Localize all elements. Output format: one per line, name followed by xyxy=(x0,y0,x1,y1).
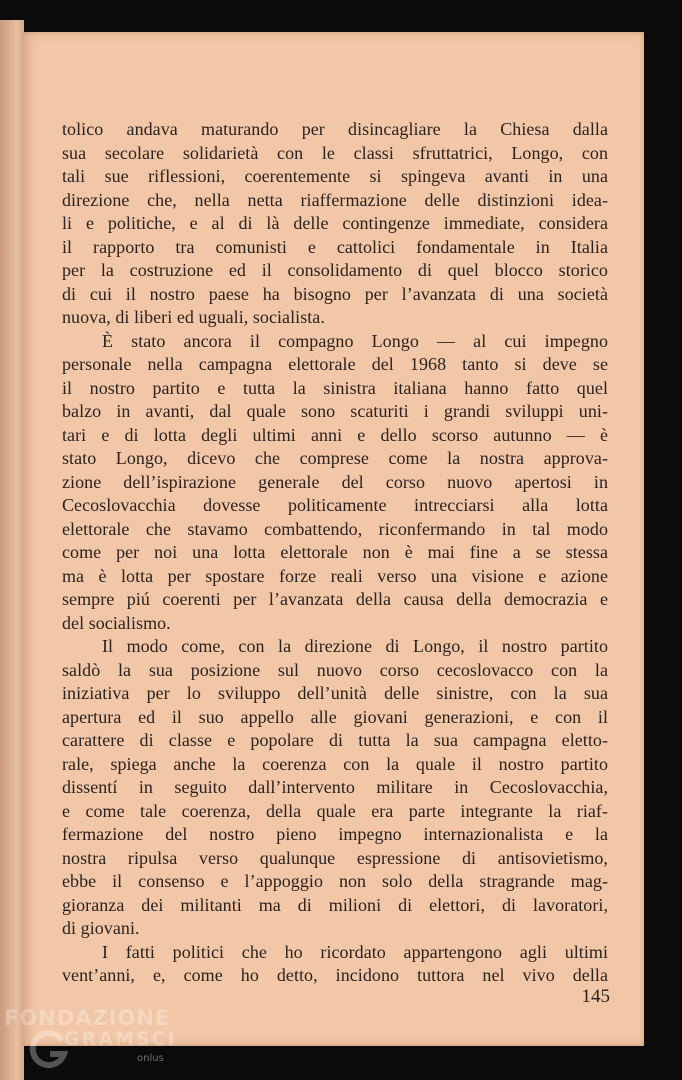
page-body-text xyxy=(62,118,608,988)
text-line: come per noi una lotta elettorale non è mai fine a se stessa xyxy=(62,542,608,562)
text-line: fermazione del nostro pieno impegno internazionalista e la xyxy=(62,824,608,844)
text-line: tolico andava maturando per disincagliare la Chiesa dalla xyxy=(62,119,608,139)
text-line: direzione che, nella netta riaffermazione delle distinzioni idea- xyxy=(62,189,608,210)
page-number: 145 xyxy=(581,986,610,1007)
text-line: per la costruzione ed il consolidamento di quel blocco storico xyxy=(62,260,608,280)
text-line: tari e di lotta degli ultimi anni e dello scorso autunno — è xyxy=(62,424,608,445)
text-line: ma è lotta per spostare forze reali verso una visione e azione xyxy=(62,565,608,586)
text-line: di cui il nostro paese ha bisogno per l’avanzata di una società xyxy=(62,283,608,304)
facing-page-edge xyxy=(0,20,24,1080)
text-line: stato Longo, dicevo che comprese come la nostra approva- xyxy=(62,448,608,468)
text-line: carattere di classe e popolare di tutta la sua campagna eletto- xyxy=(62,730,608,750)
text-line: e come tale coerenza, della quale era parte integrante la riaf- xyxy=(62,800,608,821)
text-line: di giovani. xyxy=(62,918,140,938)
text-line: nostra ripulsa verso qualunque espressione di antisovietismo, xyxy=(62,847,608,868)
text-line: personale nella campagna elettorale del 1968 tanto si deve se xyxy=(62,354,608,374)
text-line: Cecoslovacchia dovesse politicamente intrecciarsi alla lotta xyxy=(62,495,608,515)
text-line: I fatti politici che ho ricordato appartengono agli ultimi xyxy=(102,941,608,962)
text-line: del socialismo. xyxy=(62,612,171,633)
watermark-line-2: GRAMSCI xyxy=(64,1028,177,1050)
watermark-line-1: FONDAZIONE xyxy=(4,1006,171,1030)
text-line: zione dell’ispirazione generale del corso nuovo apertosi in xyxy=(62,471,608,492)
text-line: saldò la sua posizione sul nuovo corso cecoslovacco con la xyxy=(62,659,608,680)
text-line: il nostro partito e tutta la sinistra italiana hanno fatto quel xyxy=(62,377,608,398)
text-line: il rapporto tra comunisti e cattolici fondamentale in Italia xyxy=(62,236,608,257)
text-line: gioranza dei militanti ma di milioni di elettori, di lavoratori, xyxy=(62,894,608,915)
text-line: vent’anni, e, come ho detto, incidono tuttora nel vivo della xyxy=(62,965,608,985)
text-line: balzo in avanti, dal quale sono scaturiti i grandi sviluppi uni- xyxy=(62,401,608,421)
text-line: rale, spiega anche la coerenza con la quale il nostro partito xyxy=(62,753,608,774)
text-line: li e politiche, e al di là delle contingenze immediate, considera xyxy=(62,213,608,233)
text-line: nuova, di liberi ed uguali, socialista. xyxy=(62,307,325,327)
text-line: tali sue riflessioni, coerentemente si spingeva avanti in una xyxy=(62,166,608,186)
text-line: iniziativa per lo sviluppo dell’unità delle sinistre, con la sua xyxy=(62,683,608,703)
text-line: È stato ancora il compagno Longo — al cui impegno xyxy=(102,330,608,351)
text-line: sempre piú coerenti per l’avanzata della causa della democrazia e xyxy=(62,589,608,609)
text-line: sua secolare solidarietà con le classi sfruttatrici, Longo, con xyxy=(62,142,608,163)
text-line: dissentí in seguito dall’intervento militare in Cecoslovacchia, xyxy=(62,777,608,797)
text-line: apertura ed il suo appello alle giovani generazioni, e con il xyxy=(62,706,608,727)
book-page xyxy=(22,32,644,1046)
text-line: ebbe il consenso e l’appoggio non solo della stragrande mag- xyxy=(62,871,608,891)
watermark-line-3: onlus xyxy=(137,1053,164,1064)
text-line: Il modo come, con la direzione di Longo, il nostro partito xyxy=(102,636,608,656)
text-line: elettorale che stavamo combattendo, riconfermando in tal modo xyxy=(62,518,608,539)
